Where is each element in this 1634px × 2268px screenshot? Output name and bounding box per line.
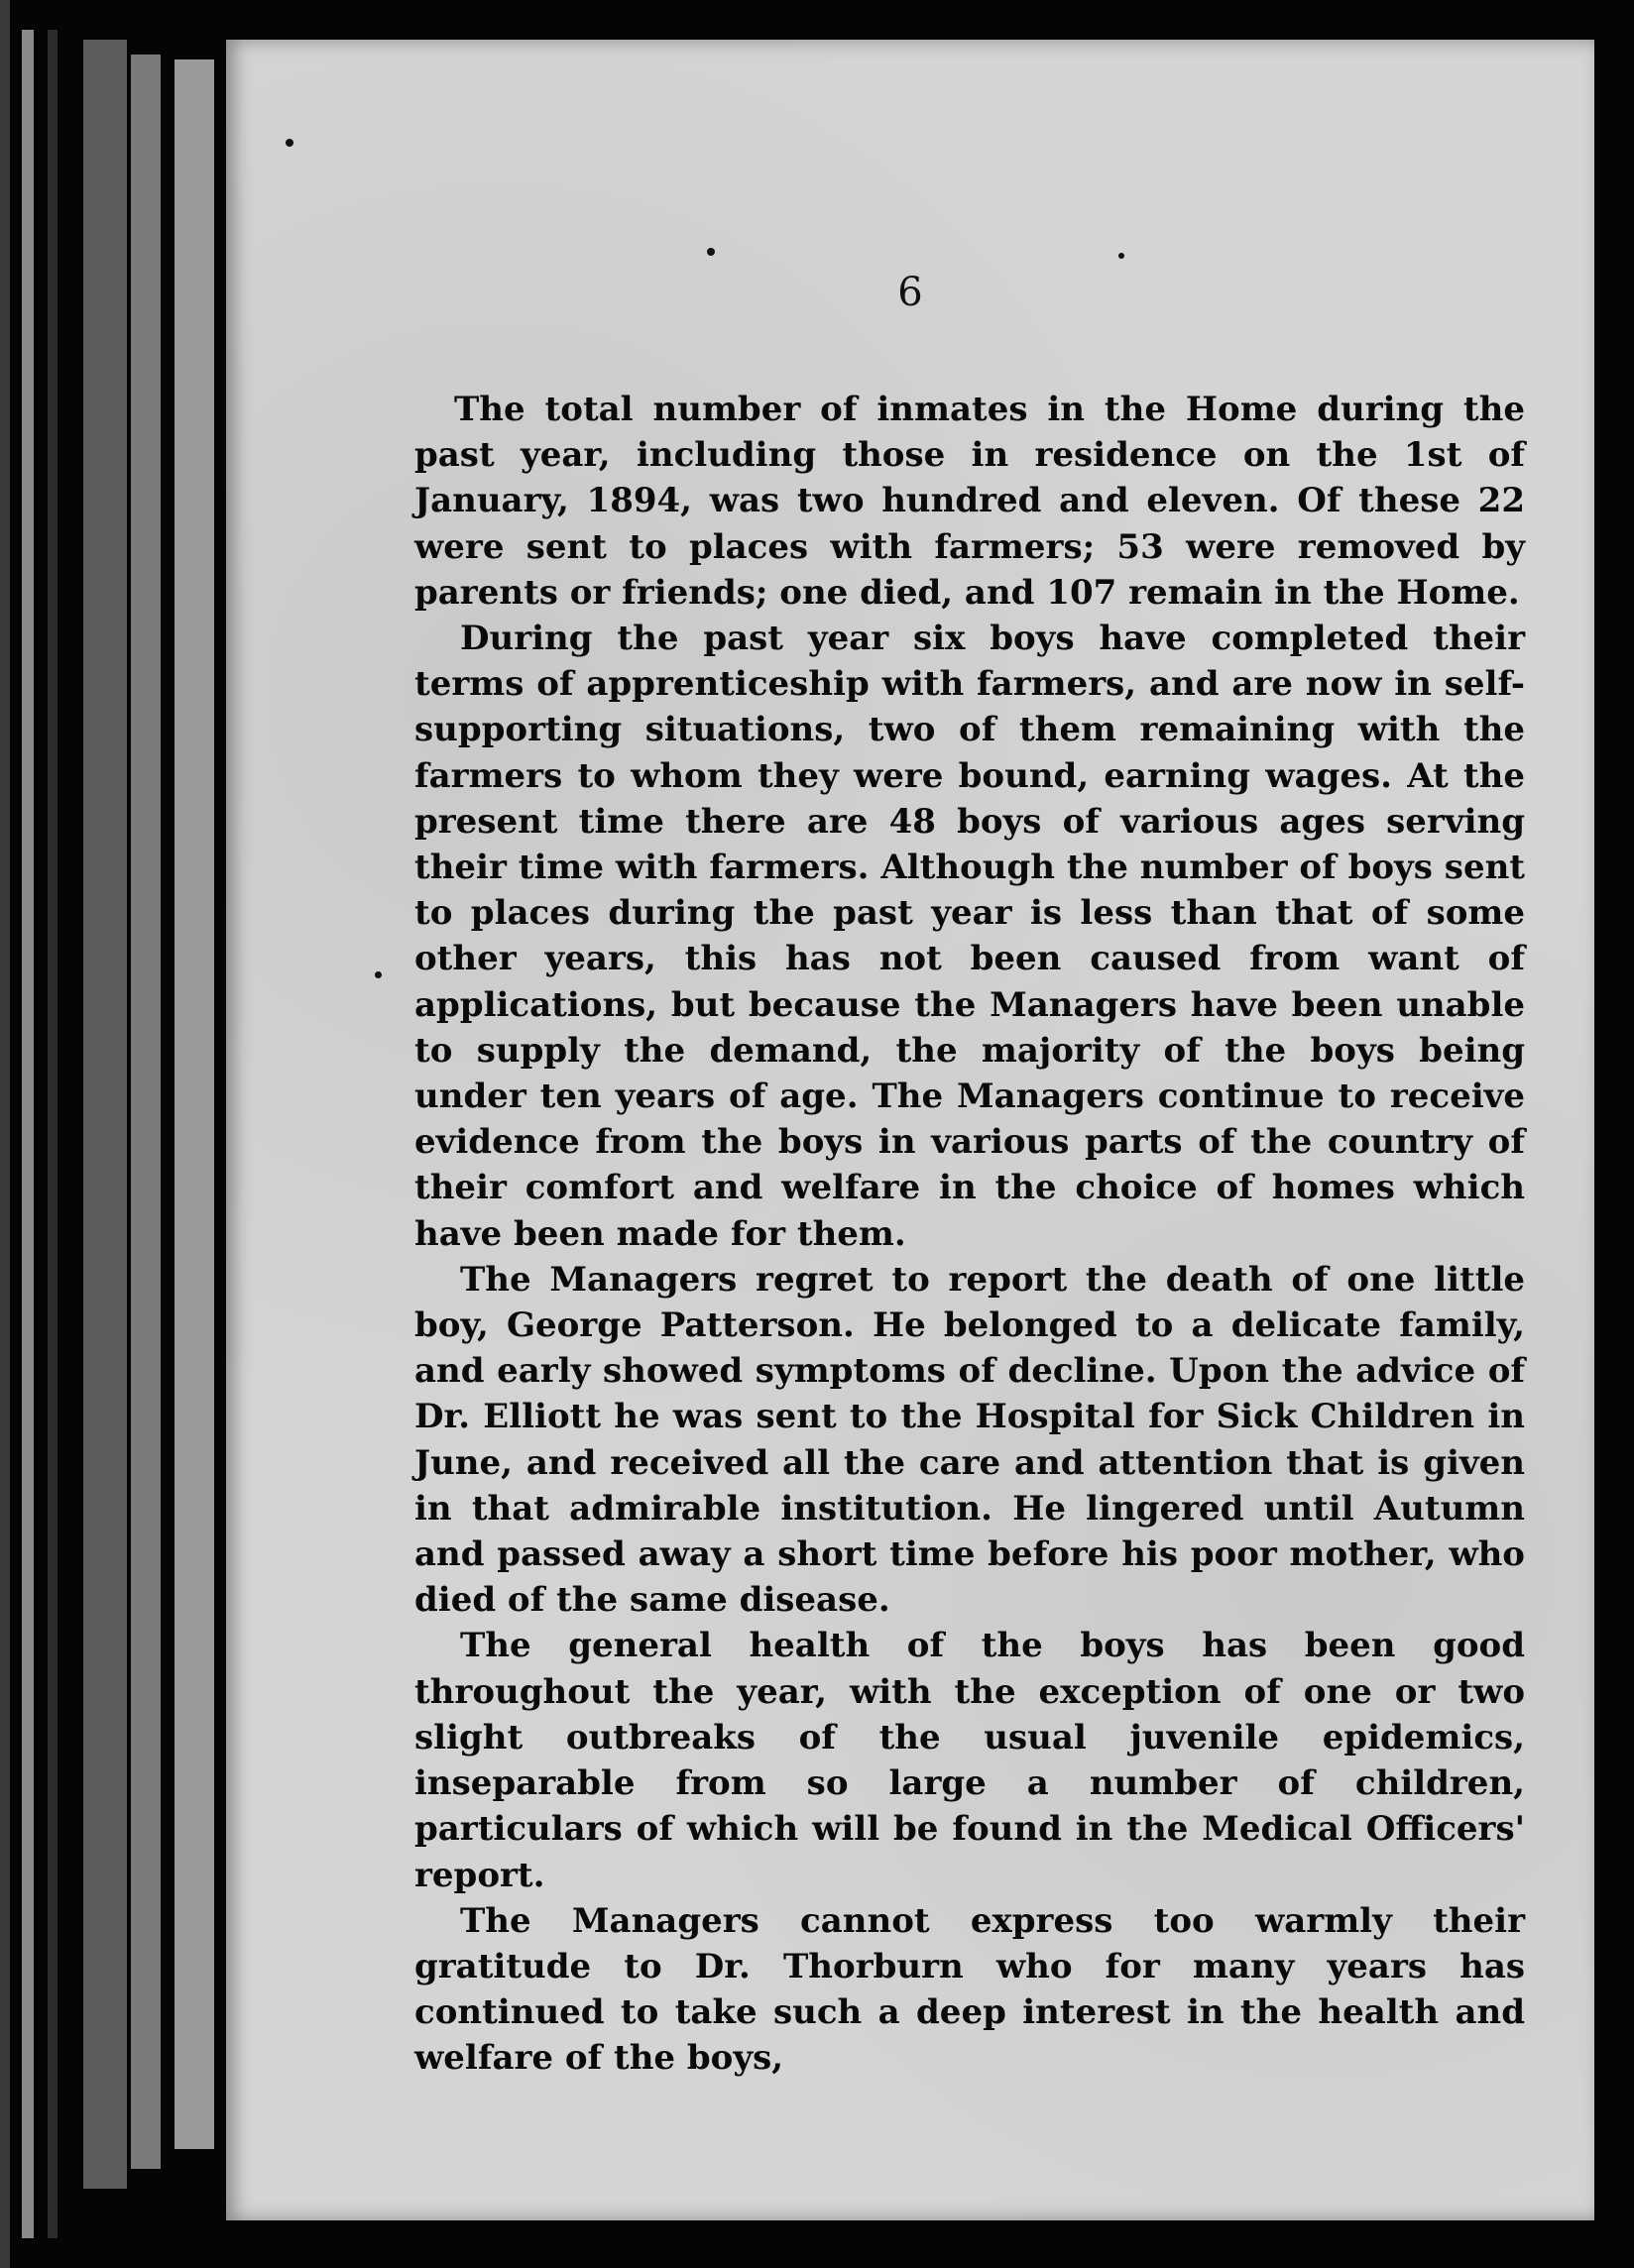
page-stack-edge (83, 40, 127, 2189)
page-stack-edge (131, 55, 161, 2169)
ink-speck (707, 248, 715, 256)
page-stack-edge (175, 59, 214, 2149)
book-edge (48, 30, 58, 2238)
paragraph: The Managers regret to report the death of one little boy, George Patterson. He belonged to a delicate family, and early showed symptoms of decline. Upon the advice of Dr. Elliott he was sent to the Hospital for Sick Children in June, and received all the care and attention that is given in that admirable institution. He lingered until Autumn and passed away a short time before his poor mother, who died of the same disease. (414, 1259, 1525, 1621)
ink-speck (286, 139, 293, 147)
book-edge (22, 30, 34, 2238)
paragraph: During the past year six boys have completed their terms of apprenticeship with farmers, and are now in self-supporting situations, two of them remaining with the farmers to whom they were bound, earning wages. At the present time there are 48 boys of various ages serving their time with farmers. Although the number of boys sent to places during the past year is less than that of some other years, this has not been caused from want of applications, but because the Managers have been unable to supply the demand, the majority of the boys being under ten years of age. The Managers continue to receive evidence from the boys in various parts of the country of their comfort and welfare in the choice of homes which have been made for them. (414, 619, 1525, 1254)
book-page (226, 40, 1594, 2220)
paragraph: The total number of inmates in the Home during the past year, including those in residence on the 1st of January, 1894, was two hundred and eleven. Of these 22 were sent to places with farmers; 53 were removed by parents or friends; one died, and 107 remain in the Home. (414, 390, 1525, 613)
page-body (414, 387, 1525, 2082)
paragraph: The general health of the boys has been good throughout the year, with the exception of one or two slight outbreaks of the usual juvenile epidemics, inseparable from so large a number of children, particulars of which will be found in the Medical Officers' report. (414, 1626, 1525, 1895)
ink-speck (375, 971, 382, 978)
ink-speck (1118, 253, 1124, 259)
paragraph: The Managers cannot express too warmly their gratitude to Dr. Thorburn who for many years has continued to take such a deep interest in the health and welfare of the boys, (414, 1900, 1525, 2079)
page-number: 6 (897, 270, 923, 315)
book-edge (0, 0, 10, 2268)
